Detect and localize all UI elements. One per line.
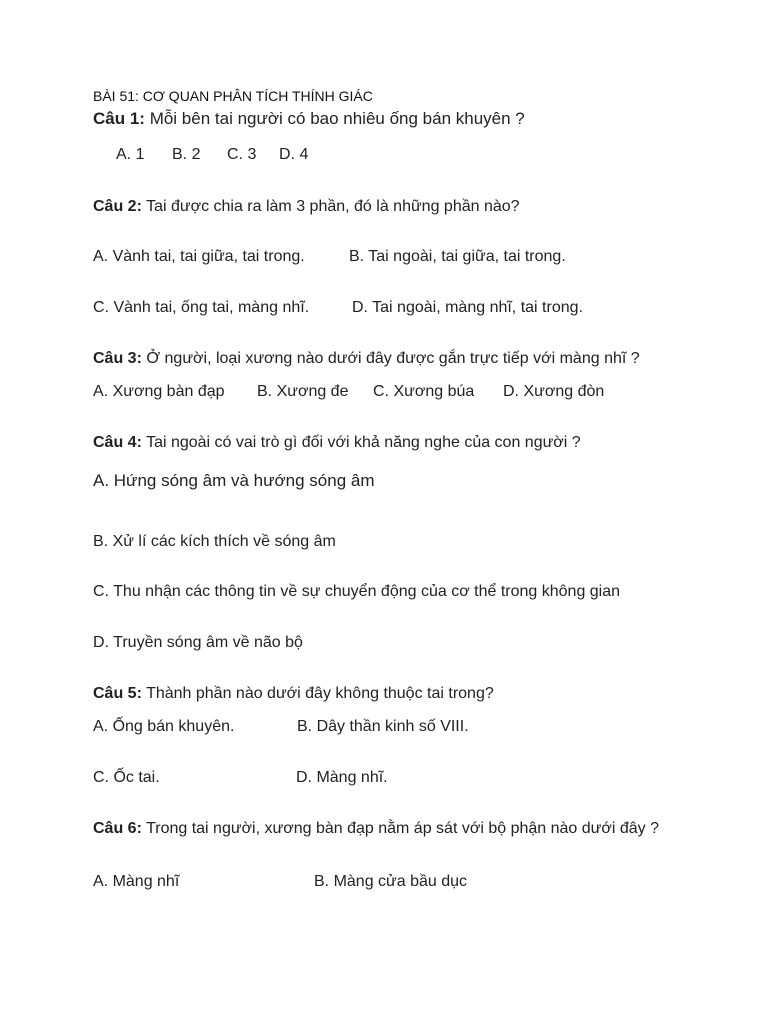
option-1a: A. 1 bbox=[116, 146, 145, 163]
option-6a: A. Màng nhĩ bbox=[93, 873, 180, 890]
question-label: Câu 5: bbox=[93, 685, 142, 702]
question-label: Câu 3: bbox=[93, 350, 142, 367]
option-5c: C. Ốc tai. bbox=[93, 769, 160, 786]
question-label: Câu 2: bbox=[93, 198, 142, 215]
question-text: Mỗi bên tai người có bao nhiêu ống bán khuyên ? bbox=[144, 109, 525, 128]
option-2c: C. Vành tai, ống tai, màng nhĩ. bbox=[93, 299, 310, 316]
question-text: Ở người, loại xương nào dưới đây được gắn trực tiếp với màng nhĩ ? bbox=[141, 350, 640, 367]
option-2a: A. Vành tai, tai giữa, tai trong. bbox=[93, 248, 305, 265]
option-2b: B. Tai ngoài, tai giữa, tai trong. bbox=[349, 248, 566, 265]
option-6b: B. Màng cửa bầu dục bbox=[314, 873, 468, 890]
option-5a: A. Ống bán khuyên. bbox=[93, 718, 235, 735]
option-4a: A. Hứng sóng âm và hướng sóng âm bbox=[93, 471, 375, 490]
question-4 bbox=[93, 433, 581, 453]
option-4d: D. Truyền sóng âm về não bộ bbox=[93, 634, 303, 651]
question-text: Tai ngoài có vai trò gì đối với khả năng nghe của con người ? bbox=[141, 434, 581, 451]
question-label: Câu 1: bbox=[93, 109, 145, 128]
question-text: Tai được chia ra làm 3 phần, đó là những phần nào? bbox=[141, 198, 520, 215]
question-1 bbox=[93, 109, 525, 129]
option-4b: B. Xử lí các kích thích về sóng âm bbox=[93, 533, 336, 550]
option-1c: C. 3 bbox=[227, 146, 257, 163]
question-text: Trong tai người, xương bàn đạp nằm áp sát với bộ phận nào dưới đây ? bbox=[141, 820, 659, 837]
question-label: Câu 6: bbox=[93, 820, 142, 837]
option-5b: B. Dây thần kinh số VIII. bbox=[297, 718, 469, 735]
question-5 bbox=[93, 684, 494, 704]
question-3 bbox=[93, 349, 640, 369]
option-3d: D. Xương đòn bbox=[503, 383, 605, 400]
page-title: BÀI 51: CƠ QUAN PHÂN TÍCH THÍNH GIÁC bbox=[93, 88, 373, 104]
option-2d: D. Tai ngoài, màng nhĩ, tai trong. bbox=[352, 299, 583, 316]
question-text: Thành phần nào dưới đây không thuộc tai trong? bbox=[141, 685, 494, 702]
option-5d: D. Màng nhĩ. bbox=[296, 769, 388, 786]
question-label: Câu 4: bbox=[93, 434, 142, 451]
question-6 bbox=[93, 819, 673, 838]
option-3b: B. Xương đe bbox=[257, 383, 349, 400]
option-3c: C. Xương búa bbox=[373, 383, 475, 400]
option-3a: A. Xương bàn đạp bbox=[93, 383, 225, 400]
question-2 bbox=[93, 197, 520, 217]
option-1d: D. 4 bbox=[279, 146, 309, 163]
option-4c: C. Thu nhận các thông tin về sự chuyển động của cơ thể trong không gian bbox=[93, 583, 621, 600]
option-1b: B. 2 bbox=[172, 146, 201, 163]
